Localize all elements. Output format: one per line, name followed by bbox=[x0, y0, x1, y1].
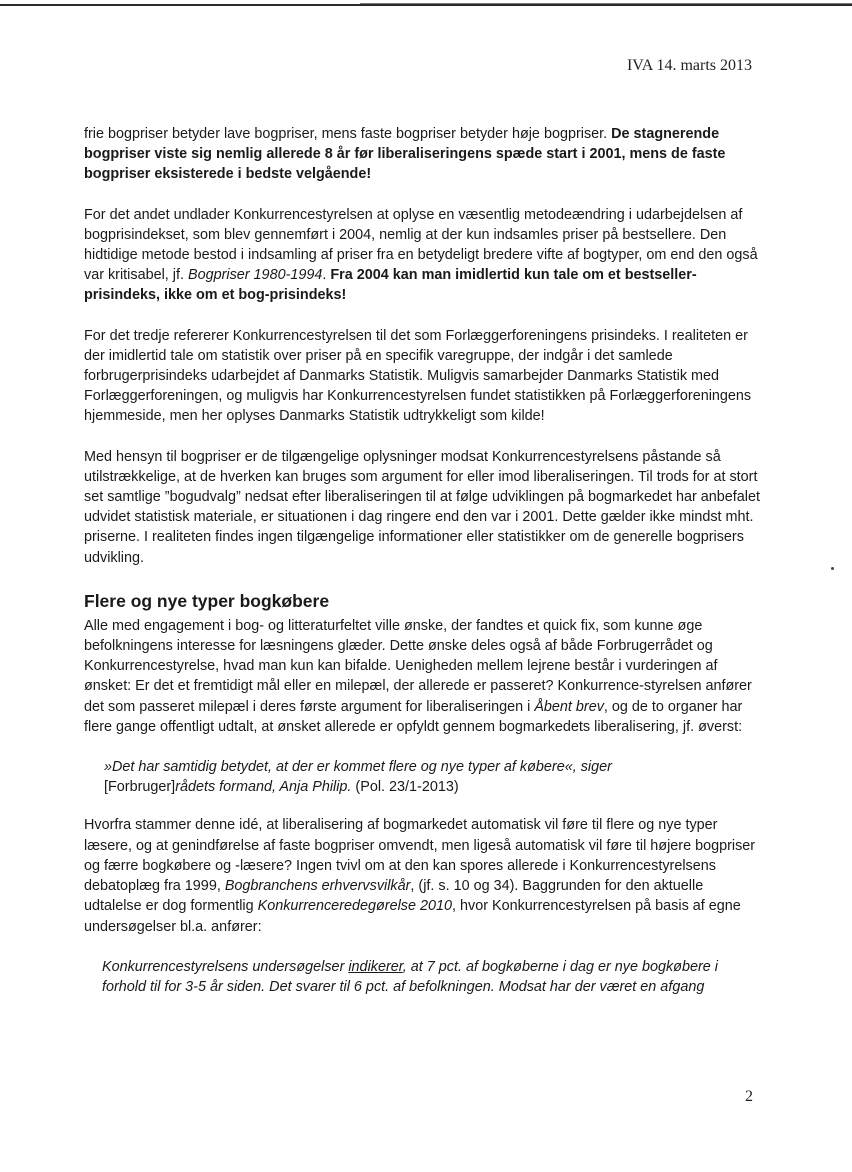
page-number: 2 bbox=[745, 1088, 753, 1105]
paragraph-text: , hvor Konkurrencestyrelsen på basis af egne undersøgelser bl.a. anfører: bbox=[84, 898, 741, 935]
paragraph-oplysninger: Med hensyn til bogpriser er de tilgængelige oplysninger modsat Konkurrencestyrelsens påstande så utilstrækkelige, at de hverken kan bruges som argument for eller imod liberaliseringen. Til trods for at stort set samtlige ”bogudvalg” nedsat efter liberaliseringen til at følge udviklingen på bogmarkedet har anbefalet udvidet statistisk materiale, er situationen i dag ringere end den var i 2001. Dette gælder ikke mindst mht. priserne. I realiteten findes ingen tilgængelige informationer eller statistikker om de generelle bogprisers udvikling. bbox=[84, 448, 760, 566]
paragraph-text: frie bogpriser betyder lave bogpriser, mens faste bogpriser betyder høje bogpriser. bbox=[84, 126, 612, 142]
paragraph-text: Alle med engagement i bog- og litteraturfeltet ville ønske, der fandtes et quick fix, som kunne øge befolkningens interesse for læsningens glæder. Dette ønske deles også af både Forbrugerrådet og Konkurrencestyrelse, hvad man kun kan bifalde. Uenigheden mellem lejrene består i vurderingen af ønsket: Er det et fremtidigt mål eller en milepæl, der allerede er passeret? Konkurrence-styrelsen anfører det som passeret milepæl i deres første argument for liberaliseringen i bbox=[84, 617, 752, 715]
scan-top-edge bbox=[0, 4, 852, 6]
quote-source: (Pol. 23/1-2013) bbox=[351, 779, 459, 796]
citation-title: Konkurrenceredegørelse 2010 bbox=[257, 898, 452, 915]
underlined-word: indikerer bbox=[348, 958, 403, 975]
page-header: IVA 14. marts 2013 bbox=[626, 57, 752, 74]
document-body bbox=[84, 124, 764, 997]
citation-title: Bogpriser 1980-1994 bbox=[187, 267, 323, 284]
section-heading: Flere og nye typer bogkøbere bbox=[84, 590, 330, 611]
paragraph-text: , (jf. s. 10 og 34). Baggrunden for den aktuelle udtalelse er dog formentlig bbox=[84, 878, 704, 915]
paragraph-hvorfra bbox=[84, 815, 764, 936]
scan-speck bbox=[831, 567, 834, 570]
bold-statement: Fra 2004 kan man imidlertid kun tale om et bestseller-prisindeks, ikke om et bog-prisindeks! bbox=[84, 267, 697, 304]
paragraph-text: . bbox=[322, 267, 331, 284]
paragraph-metodeaendring bbox=[84, 205, 764, 306]
paragraph-text: Hvorfra stammer denne idé, at liberalisering af bogmarkedet automatisk vil føre til flere og nye typer læsere, og at genindførelse af faste bogpriser omvendt, men ligeså automatisk vil føre til højere bogpriser og færre bogkøbere og -læsere? Ingen tvivl om at den kan spores allerede i Konkurrencestyrelsens debatoplæg fra 1999, bbox=[84, 817, 756, 895]
quote-insertion: [Forbruger] bbox=[104, 779, 176, 796]
paragraph-bogpriser-intro bbox=[84, 124, 764, 185]
paragraph-text: , og de to organer har flere gange offentligt udtalt, at ønsket allerede er opfyldt gennem bogmarkedets liberalisering, jf. øverst: bbox=[84, 698, 743, 735]
bold-statement: De stagnerende bogpriser viste sig nemlig allerede 8 år før liberaliseringens spæde start i 2001, mens de faste bogpriser eksisterede i bedste velgående! bbox=[84, 126, 726, 183]
paragraph-prisindeks: For det tredje refererer Konkurrencestyrelsen til det som Forlæggerforeningens prisindeks. I realiteten er der imidlertid tale om statistik over priser på en specifik varegruppe, der indgår i det samlede forbrugerprisindeks udarbejdet af Danmarks Statistik. Muligvis samarbejder Danmarks Statistik med Forlæggerforeningen, og muligvis har Konkurrencestyrelsen fundet statistikken på Forlæggerforeningens hjemmeside, men her oplyses Danmarks Statistik udtrykkeligt som kilde! bbox=[84, 327, 752, 425]
citation-title: Åbent brev bbox=[534, 698, 604, 715]
quote-text: Konkurrencestyrelsens undersøgelser bbox=[102, 958, 349, 975]
block-quote-forbrugerraadet bbox=[104, 757, 764, 797]
paragraph-text: For det andet undlader Konkurrencestyrelsen at oplyse en væsentlig metodeændring i udarbejdelsen af bogprisindekset, som blev gennemført i 2004, nemlig at der kun indsamles priser på bestsellere. Den hidtidige metode bestod i indsamling af priser fra en betydeligt bredere vifte af bogtyper, om end den også var kritisabel, jf. bbox=[84, 206, 758, 284]
quote-attribution: rådets formand, Anja Philip. bbox=[175, 779, 352, 796]
scan-top-edge-shadow bbox=[360, 3, 852, 4]
citation-title: Bogbranchens erhvervsvilkår bbox=[224, 878, 411, 895]
paragraph-engagement bbox=[84, 616, 764, 737]
quote-text: »Det har samtidig betydet, at der er kommet flere og nye typer af købere«, siger bbox=[104, 759, 612, 776]
block-quote-konkurrencestyrelsen bbox=[102, 957, 764, 997]
quote-text: , at 7 pct. af bogkøberne i dag er nye bogkøbere i forhold til for 3-5 år siden. Det svarer til 6 pct. af befolkningen. Modsat har der været en afgang bbox=[102, 958, 718, 995]
